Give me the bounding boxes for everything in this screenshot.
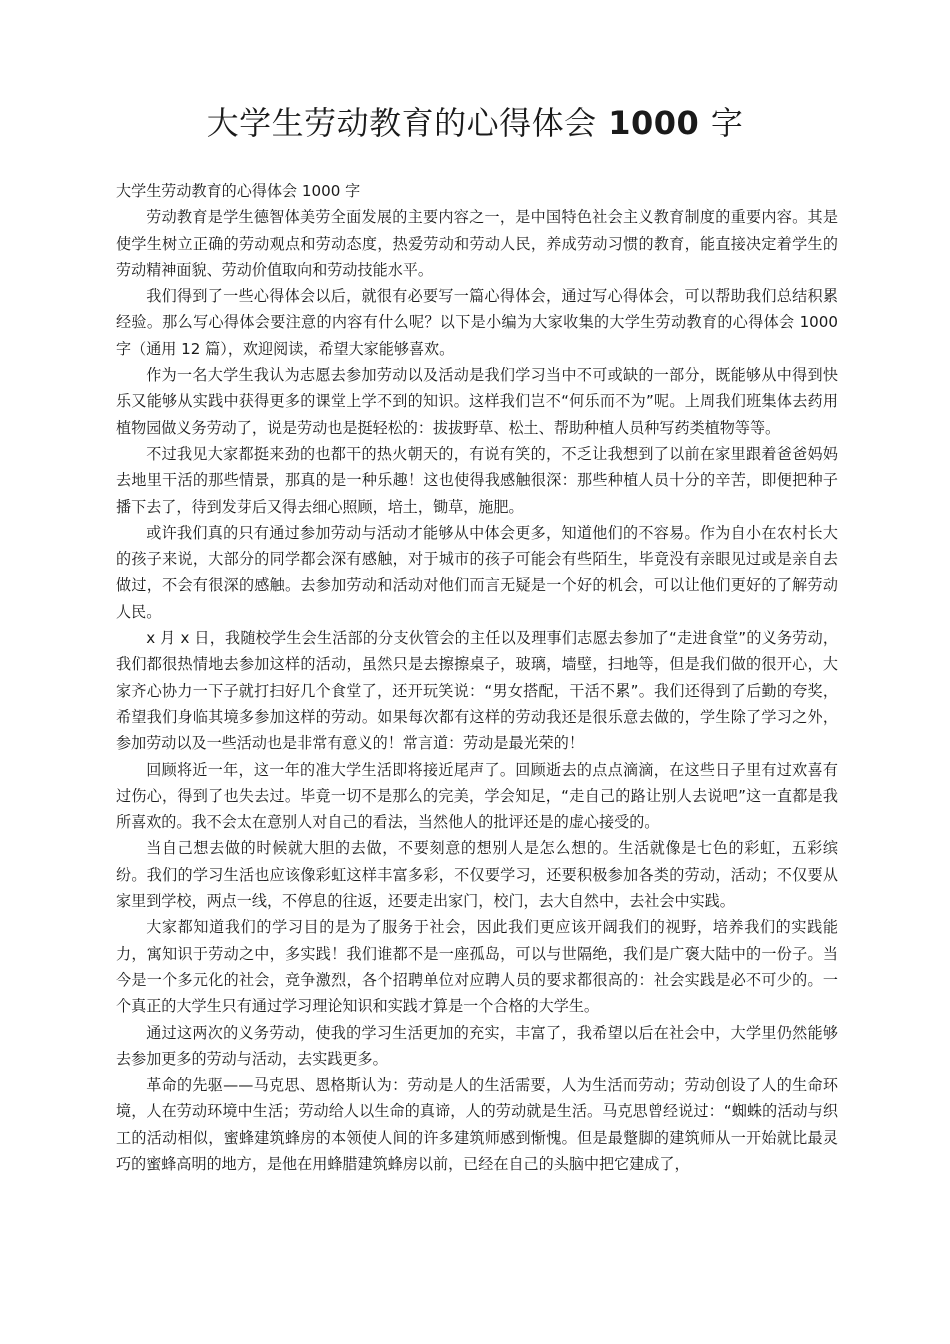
page-title-suffix: 字 xyxy=(710,104,744,142)
page-title-text: 大学生劳动教育的心得体会 xyxy=(206,104,597,142)
page-title xyxy=(0,100,950,146)
paragraph-3: 作为一名大学生我认为志愿去参加劳动以及活动是我们学习当中不可或缺的一部分，既能够从中得到快乐又能够从实践中获得更多的课堂上学不到的知识。这样我们岂不“何乐而不为”呢。上周我们班集体去药用植物园做义务劳动了，说是劳动也是挺轻松的：拔拔野草、松土、帮助种植人员种写药类植物等等。 xyxy=(116,366,838,437)
paragraph-11: 革命的先驱——马克思、恩格斯认为：劳动是人的生活需要，人为生活而劳动；劳动创设了人的生命环境，人在劳动环境中生活；劳动给人以生命的真谛，人的劳动就是生活。马克思曾经说过：“蜘蛛的活动与织工的活动相似，蜜蜂建筑蜂房的本领使人间的许多建筑师感到惭愧。但是最蹩脚的建筑师从一开始就比最灵巧的蜜蜂高明的地方，是他在用蜂腊建筑蜂房以前，已经在自己的头脑中把它建成了， xyxy=(116,1076,838,1173)
paragraph-6: x 月 x 日，我随校学生会生活部的分支伙管会的主任以及理事们志愿去参加了“走进食堂”的义务劳动，我们都很热情地去参加这样的活动，虽然只是去擦擦桌子，玻璃，墙壁，扫地等，但是我们做的很开心，大家齐心协力一下子就打扫好几个食堂了，还开玩笑说：“男女搭配，干活不累”。我们还得到了后勤的夸奖，希望我们身临其境多参加这样的劳动。如果每次都有这样的劳动我还是很乐意去做的，学生除了学习之外，参加劳动以及一些活动也是非常有意义的！常言道：劳动是最光荣的！ xyxy=(116,629,838,753)
paragraph-7: 回顾将近一年，这一年的准大学生活即将接近尾声了。回顾逝去的点点滴滴，在这些日子里有过欢喜有过伤心，得到了也失去过。毕竟一切不是那么的完美，学会知足，“走自己的路让别人去说吧”这一直都是我所喜欢的。我不会太在意别人对自己的看法，当然他人的批评还是的虚心接受的。 xyxy=(116,760,838,832)
paragraph-4: 不过我见大家都挺来劲的也都干的热火朝天的，有说有笑的，不乏让我想到了以前在家里跟着爸爸妈妈去地里干活的那些情景，那真的是一种乐趣！这也使得我感触很深：那些种植人员十分的辛苦，即便把种子播下去了，待到发芽后又得去细心照顾，培土，锄草，施肥。 xyxy=(116,444,838,516)
paragraph-1: 劳动教育是学生德智体美劳全面发展的主要内容之一，是中国特色社会主义教育制度的重要内容。其是使学生树立正确的劳动观点和劳动态度，热爱劳动和劳动人民，养成劳动习惯的教育，能直接决定着学生的劳动精神面貌、劳动价值取向和劳动技能水平。 xyxy=(116,208,838,279)
document-body xyxy=(116,178,838,1177)
paragraph-2: 我们得到了一些心得体会以后，就很有必要写一篇心得体会，通过写心得体会，可以帮助我们总结积累经验。那么写心得体会要注意的内容有什么呢？以下是小编为大家收集的大学生劳动教育的心得体会 1000 字（通用 12 篇），欢迎阅读，希望大家能够喜欢。 xyxy=(116,287,838,358)
document-subtitle: 大学生劳动教育的心得体会 1000 字 xyxy=(116,182,361,200)
paragraph-5: 或许我们真的只有通过参加劳动与活动才能够从中体会更多，知道他们的不容易。作为自小在农村长大的孩子来说，大部分的同学都会深有感触，对于城市的孩子可能会有些陌生，毕竟没有亲眼见过或是亲自去做过，不会有很深的感触。去参加劳动和活动对他们而言无疑是一个好的机会，可以让他们更好的了解劳动人民。 xyxy=(116,523,838,621)
paragraph-9: 大家都知道我们的学习目的是为了服务于社会，因此我们更应该开阔我们的视野，培养我们的实践能力，寓知识于劳动之中，多实践！我们谁都不是一座孤岛，可以与世隔绝，我们是广褒大陆中的一份子。当今是一个多元化的社会，竞争激烈，各个招聘单位对应聘人员的要求都很高的：社会实践是必不可少的。一个真正的大学生只有通过学习理论知识和实践才算是一个合格的大学生。 xyxy=(116,918,838,1016)
paragraph-8: 当自己想去做的时候就大胆的去做，不要刻意的想别人是怎么想的。生活就像是七色的彩虹，五彩缤纷。我们的学习生活也应该像彩虹这样丰富多彩，不仅要学习，还要积极参加各类的劳动，活动；不仅要从家里到学校，两点一线，不停息的往返，还要走出家门，校门，去大自然中，去社会中实践。 xyxy=(116,839,838,911)
page-title-number: 1000 xyxy=(608,104,700,142)
paragraph-10: 通过这两次的义务劳动，使我的学习生活更加的充实，丰富了，我希望以后在社会中，大学里仍然能够去参加更多的劳动与活动，去实践更多。 xyxy=(116,1023,838,1068)
